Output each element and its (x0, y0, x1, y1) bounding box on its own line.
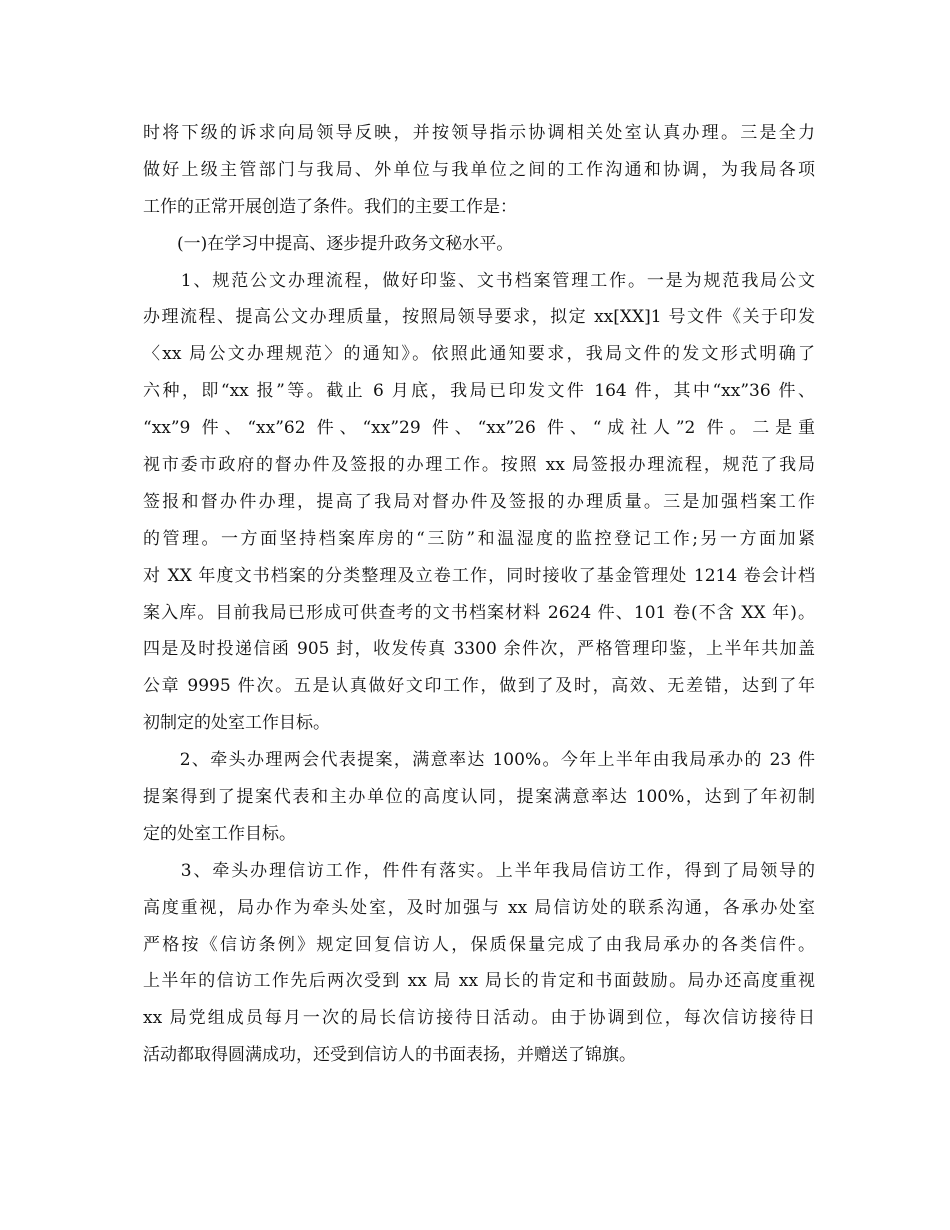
text-line: 活动都取得圆满成功，还受到信访人的书面表扬，并赠送了锦旗。 (143, 1045, 636, 1066)
text-line: 工作的正常开展创造了条件。我们的主要工作是： (143, 196, 517, 217)
document-body (143, 115, 815, 1074)
text-line: 〈xx 局公文办理规范〉的通知》。依照此通知要求，我局文件的发文形式明确了 (143, 344, 815, 365)
text-line: 办理流程、提高公文办理质量，按照局领导要求，拟定 xx[XX]1 号文件《关于印发 (143, 307, 815, 328)
text-line: 1、规范公文办理流程，做好印鉴、文书档案管理工作。一是为规范我局公文 (143, 270, 815, 291)
text-line: 严格按《信访条例》规定回复信访人，保质保量完成了由我局承办的各类信件。 (143, 934, 815, 955)
text-line: 视市委市政府的督办件及签报的办理工作。按照 xx 局签报办理流程，规范了我局 (143, 455, 815, 476)
section-heading: (一)在学习中提高、逐步提升政务文秘水平。 (143, 233, 514, 254)
text-line: 签报和督办件办理，提高了我局对督办件及签报的办理质量。三是加强档案工作 (143, 491, 815, 512)
text-line: 初制定的处室工作目标。 (143, 713, 330, 734)
text-line: 上半年的信访工作先后两次受到 xx 局 xx 局长的肯定和书面鼓励。局办还高度重视 (143, 971, 815, 992)
text-line: “xx”9 件、“xx”62 件、“xx”29 件、“xx”26 件、“成社人”2 件。二是重 (143, 418, 815, 439)
text-line: 定的处室工作目标。 (143, 823, 296, 844)
text-line: 3、牵头办理信访工作，件件有落实。上半年我局信访工作，得到了局领导的 (143, 860, 815, 881)
text-line: 的管理。一方面坚持档案库房的“三防”和温湿度的监控登记工作;另一方面加紧 (143, 528, 815, 549)
text-line: 2、牵头办理两会代表提案，满意率达 100%。今年上半年由我局承办的 23 件 (143, 750, 815, 771)
text-line: 高度重视，局办作为牵头处室，及时加强与 xx 局信访处的联系沟通，各承办处室 (143, 897, 815, 918)
text-line: 四是及时投递信函 905 封，收发传真 3300 余件次，严格管理印鉴，上半年共加盖 (143, 639, 815, 660)
text-line: 案入库。目前我局已形成可供查考的文书档案材料 2624 件、101 卷(不含 XX 年)。 (143, 602, 815, 623)
text-line: 六种，即“xx 报”等。截止 6 月底，我局已印发文件 164 件，其中“xx”36 件、 (143, 381, 815, 402)
text-line: 做好上级主管部门与我局、外单位与我单位之间的工作沟通和协调，为我局各项 (143, 159, 815, 180)
text-line: 时将下级的诉求向局领导反映，并按领导指示协调相关处室认真办理。三是全力 (143, 123, 815, 143)
text-line: 对 XX 年度文书档案的分类整理及立卷工作，同时接收了基金管理处 1214 卷会计档 (143, 565, 815, 586)
text-line: 公章 9995 件次。五是认真做好文印工作，做到了及时，高效、无差错，达到了年 (143, 676, 815, 697)
text-line: 提案得到了提案代表和主办单位的高度认同，提案满意率达 100%，达到了年初制 (143, 787, 815, 808)
text-line: xx 局党组成员每月一次的局长信访接待日活动。由于协调到位，每次信访接待日 (143, 1008, 815, 1029)
